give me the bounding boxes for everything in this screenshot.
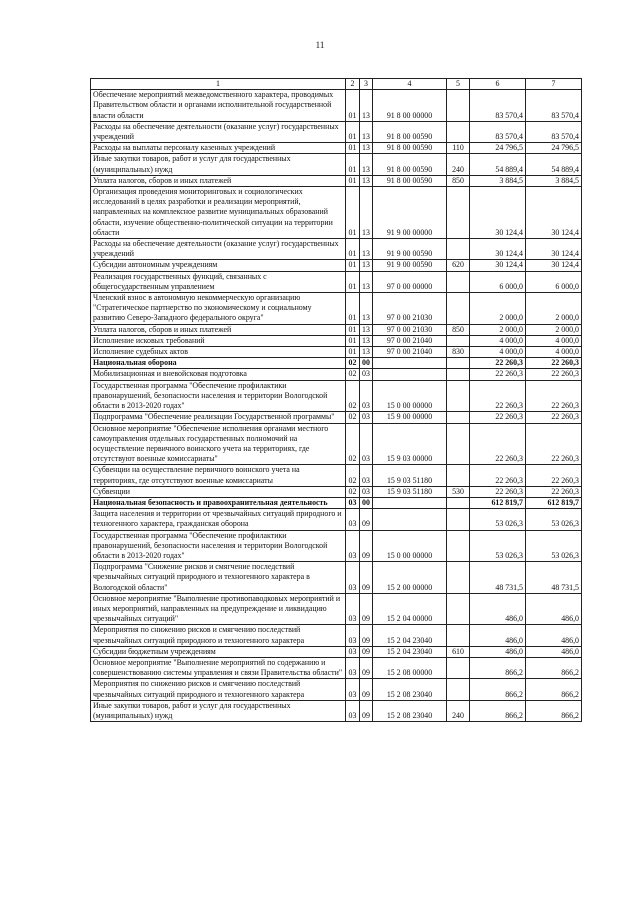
row-expense-type-cell [447,412,470,423]
row-target-cell: 15 2 04 00000 [373,593,447,625]
row-name-cell: Защита населения и территории от чрезвычайных ситуаций природного и техногенного характера, гражданская оборона [91,509,346,530]
row-amount-cell: 24 796,5 [470,143,526,154]
row-amount-cell: 30 124,4 [526,239,582,260]
row-expense-type-cell [447,530,470,562]
row-target-cell: 91 8 00 00590 [373,121,447,142]
row-name-cell: Иные закупки товаров, работ и услуг для государственных (муниципальных) нужд [91,700,346,721]
row-expense-type-cell [447,423,470,465]
row-section-cell: 01 [346,154,360,175]
row-subsection-cell: 13 [360,187,373,239]
table-row [91,412,582,423]
row-amount-cell: 486,0 [470,625,526,646]
row-name-cell: Уплата налогов, сборов и иных платежей [91,324,346,335]
table-row [91,239,582,260]
row-expense-type-cell [447,657,470,678]
row-amount-cell: 53 026,3 [470,530,526,562]
row-expense-type-cell [447,562,470,594]
row-target-cell: 97 0 00 21030 [373,293,447,325]
row-section-cell: 02 [346,423,360,465]
row-subsection-cell: 09 [360,509,373,530]
row-subsection-cell: 03 [360,412,373,423]
row-subsection-cell: 09 [360,625,373,646]
row-expense-type-cell: 850 [447,175,470,186]
row-name-cell: Государственная программа "Обеспечение профилактики правонарушений, безопасности населения и территории Вологодской области в 2013-2020 годах" [91,530,346,562]
row-amount-cell: 486,0 [526,625,582,646]
header-cell: 5 [447,79,470,90]
row-expense-type-cell [447,380,470,412]
row-section-cell: 02 [346,369,360,380]
row-amount-cell: 22 260,3 [470,465,526,486]
row-subsection-cell: 13 [360,90,373,122]
row-name-cell: Обеспечение мероприятий межведомственного характера, проводимых Правительством области и органами исполнительной государственной власти области [91,90,346,122]
row-target-cell: 15 9 00 00000 [373,412,447,423]
row-section-cell: 01 [346,347,360,358]
row-subsection-cell: 09 [360,657,373,678]
table-row [91,497,582,508]
row-amount-cell: 22 260,3 [526,380,582,412]
row-amount-cell: 53 026,3 [470,509,526,530]
row-amount-cell: 22 260,3 [526,358,582,369]
row-name-cell: Подпрограмма "Обеспечение реализации Государственной программы" [91,412,346,423]
row-amount-cell: 30 124,4 [526,260,582,271]
row-name-cell: Организация проведения мониторинговых и социологических исследований в целях разработки и реализации мероприятий, направленных на комплексное развитие муниципальных образований области, изучение общественно-политической ситуации на территории области [91,187,346,239]
row-section-cell: 01 [346,175,360,186]
row-amount-cell: 6 000,0 [470,271,526,292]
row-amount-cell: 4 000,0 [470,335,526,346]
row-expense-type-cell [447,121,470,142]
row-section-cell: 03 [346,657,360,678]
row-amount-cell: 486,0 [526,646,582,657]
row-amount-cell: 22 260,3 [526,486,582,497]
row-expense-type-cell: 240 [447,154,470,175]
row-section-cell: 02 [346,486,360,497]
row-amount-cell: 22 260,3 [526,465,582,486]
row-amount-cell: 2 000,0 [526,324,582,335]
row-amount-cell: 4 000,0 [526,335,582,346]
row-amount-cell: 4 000,0 [470,347,526,358]
row-name-cell: Основное мероприятие "Обеспечение исполнения органами местного самоуправления отдельных государственных полномочий на осуществление первичного воинского учета на территориях, где отсутствуют военные комиссариаты" [91,423,346,465]
table-row [91,187,582,239]
row-amount-cell: 83 570,4 [470,90,526,122]
row-expense-type-cell: 610 [447,646,470,657]
row-subsection-cell: 13 [360,154,373,175]
row-section-cell: 02 [346,465,360,486]
table-row [91,657,582,678]
row-amount-cell: 22 260,3 [526,412,582,423]
header-cell: 1 [91,79,346,90]
row-subsection-cell: 13 [360,293,373,325]
header-cell: 4 [373,79,447,90]
row-expense-type-cell [447,335,470,346]
table-row [91,121,582,142]
table-row [91,646,582,657]
row-name-cell: Национальная оборона [91,358,346,369]
row-subsection-cell: 00 [360,497,373,508]
row-name-cell: Подпрограмма "Снижение рисков и смягчение последствий чрезвычайных ситуаций природного и техногенного характера в Вологодской области" [91,562,346,594]
row-amount-cell: 3 884,5 [526,175,582,186]
row-target-cell: 15 2 00 00000 [373,562,447,594]
row-amount-cell: 612 819,7 [470,497,526,508]
row-amount-cell: 4 000,0 [526,347,582,358]
row-target-cell: 15 9 03 51180 [373,465,447,486]
row-target-cell: 15 2 08 23040 [373,700,447,721]
row-target-cell [373,509,447,530]
row-amount-cell: 30 124,4 [526,187,582,239]
row-target-cell: 91 9 00 00590 [373,260,447,271]
row-section-cell: 02 [346,380,360,412]
table-row [91,358,582,369]
row-section-cell: 01 [346,121,360,142]
row-amount-cell: 22 260,3 [470,412,526,423]
table-row [91,369,582,380]
row-expense-type-cell [447,271,470,292]
row-section-cell: 03 [346,646,360,657]
row-subsection-cell: 09 [360,700,373,721]
row-target-cell: 15 2 04 23040 [373,625,447,646]
row-target-cell: 15 2 08 00000 [373,657,447,678]
row-amount-cell: 30 124,4 [470,187,526,239]
row-subsection-cell: 03 [360,369,373,380]
row-subsection-cell: 13 [360,143,373,154]
row-name-cell: Расходы на выплаты персоналу казенных учреждений [91,143,346,154]
table-row [91,486,582,497]
row-amount-cell: 866,2 [470,679,526,700]
row-amount-cell: 2 000,0 [470,324,526,335]
row-name-cell: Основное мероприятие "Выполнение мероприятий по содержанию и совершенствованию системы управления и связи Правительства области" [91,657,346,678]
table-row [91,335,582,346]
table-row [91,324,582,335]
row-target-cell: 15 0 00 00000 [373,380,447,412]
row-amount-cell: 53 026,3 [526,509,582,530]
table-row [91,679,582,700]
row-name-cell: Национальная безопасность и правоохранительная деятельность [91,497,346,508]
row-name-cell: Реализация государственных функций, связанных с общегосударственным управлением [91,271,346,292]
row-amount-cell: 22 260,3 [470,486,526,497]
table-row [91,530,582,562]
row-expense-type-cell: 830 [447,347,470,358]
row-amount-cell: 2 000,0 [470,293,526,325]
row-amount-cell: 3 884,5 [470,175,526,186]
row-amount-cell: 24 796,5 [526,143,582,154]
row-section-cell: 03 [346,700,360,721]
row-subsection-cell: 13 [360,347,373,358]
row-name-cell: Исполнение судебных актов [91,347,346,358]
row-subsection-cell: 03 [360,380,373,412]
row-name-cell: Основное мероприятие "Выполнение противопаводковых мероприятий и иных мероприятий, направленных на предупреждение и ликвидацию чрезвычайных ситуаций" [91,593,346,625]
row-amount-cell: 866,2 [526,679,582,700]
row-amount-cell: 866,2 [470,657,526,678]
row-amount-cell: 53 026,3 [526,530,582,562]
table-row [91,562,582,594]
row-subsection-cell: 03 [360,423,373,465]
row-subsection-cell: 09 [360,593,373,625]
row-section-cell: 01 [346,187,360,239]
row-section-cell: 01 [346,143,360,154]
row-target-cell: 15 9 03 51180 [373,486,447,497]
table-body [91,90,582,722]
row-target-cell: 91 9 00 00590 [373,239,447,260]
row-expense-type-cell [447,90,470,122]
row-subsection-cell: 13 [360,175,373,186]
row-amount-cell: 486,0 [470,593,526,625]
table-row [91,509,582,530]
row-amount-cell: 22 260,3 [526,423,582,465]
row-target-cell [373,497,447,508]
row-section-cell: 01 [346,335,360,346]
row-name-cell: Субвенции [91,486,346,497]
row-section-cell: 03 [346,593,360,625]
row-subsection-cell: 13 [360,271,373,292]
row-subsection-cell: 09 [360,646,373,657]
header-cell: 3 [360,79,373,90]
row-subsection-cell: 13 [360,239,373,260]
row-amount-cell: 22 260,3 [526,369,582,380]
row-name-cell: Государственная программа "Обеспечение профилактики правонарушений, безопасности населения и территории Вологодской области в 2013-2020 годах" [91,380,346,412]
table-row [91,593,582,625]
row-target-cell [373,369,447,380]
row-section-cell: 01 [346,324,360,335]
row-expense-type-cell [447,358,470,369]
row-section-cell: 01 [346,293,360,325]
row-expense-type-cell [447,239,470,260]
row-expense-type-cell [447,625,470,646]
row-name-cell: Расходы на обеспечение деятельности (оказание услуг) государственных учреждений [91,121,346,142]
header-cell: 2 [346,79,360,90]
row-amount-cell: 54 889,4 [470,154,526,175]
table-row [91,423,582,465]
table-row [91,347,582,358]
row-amount-cell: 866,2 [526,700,582,721]
row-name-cell: Мобилизационная и вневойсковая подготовка [91,369,346,380]
row-section-cell: 02 [346,358,360,369]
row-subsection-cell: 00 [360,358,373,369]
row-target-cell: 91 8 00 00590 [373,175,447,186]
row-target-cell: 15 0 00 00000 [373,530,447,562]
row-name-cell: Субсидии бюджетным учреждениям [91,646,346,657]
row-name-cell: Уплата налогов, сборов и иных платежей [91,175,346,186]
row-target-cell: 97 0 00 21040 [373,335,447,346]
table-row [91,260,582,271]
table-row [91,143,582,154]
row-section-cell: 01 [346,90,360,122]
row-expense-type-cell [447,369,470,380]
row-expense-type-cell [447,497,470,508]
row-amount-cell: 22 260,3 [470,380,526,412]
row-amount-cell: 6 000,0 [526,271,582,292]
row-target-cell: 91 8 00 00000 [373,90,447,122]
row-name-cell: Мероприятия по снижению рисков и смягчению последствий чрезвычайных ситуаций природного и техногенного характера [91,679,346,700]
row-expense-type-cell: 110 [447,143,470,154]
row-subsection-cell: 13 [360,335,373,346]
header-cell: 6 [470,79,526,90]
table-row [91,175,582,186]
row-subsection-cell: 09 [360,679,373,700]
row-name-cell: Расходы на обеспечение деятельности (оказание услуг) государственных учреждений [91,239,346,260]
row-target-cell: 15 2 04 23040 [373,646,447,657]
row-expense-type-cell: 850 [447,324,470,335]
table-row [91,271,582,292]
row-amount-cell: 54 889,4 [526,154,582,175]
row-expense-type-cell: 240 [447,700,470,721]
table-row [91,154,582,175]
budget-table [90,78,582,722]
row-section-cell: 03 [346,509,360,530]
row-amount-cell: 48 731,5 [526,562,582,594]
row-amount-cell: 83 570,4 [526,121,582,142]
page-number: 11 [315,40,325,50]
row-amount-cell: 866,2 [470,700,526,721]
row-target-cell: 15 2 08 23040 [373,679,447,700]
row-section-cell: 02 [346,412,360,423]
row-target-cell: 91 8 00 00590 [373,154,447,175]
row-section-cell: 01 [346,271,360,292]
row-amount-cell: 83 570,4 [526,90,582,122]
row-amount-cell: 486,0 [526,593,582,625]
row-subsection-cell: 03 [360,465,373,486]
row-target-cell: 97 0 00 00000 [373,271,447,292]
row-amount-cell: 83 570,4 [470,121,526,142]
row-subsection-cell: 09 [360,562,373,594]
row-target-cell: 97 0 00 21040 [373,347,447,358]
header-cell: 7 [526,79,582,90]
row-amount-cell: 612 819,7 [526,497,582,508]
table-row [91,465,582,486]
table-row [91,700,582,721]
row-target-cell: 15 9 03 00000 [373,423,447,465]
table-row [91,90,582,122]
row-amount-cell: 30 124,4 [470,239,526,260]
table-row [91,293,582,325]
table-row [91,625,582,646]
row-amount-cell: 486,0 [470,646,526,657]
row-amount-cell: 2 000,0 [526,293,582,325]
row-target-cell [373,358,447,369]
row-subsection-cell: 03 [360,486,373,497]
row-target-cell: 91 8 00 00590 [373,143,447,154]
row-subsection-cell: 13 [360,324,373,335]
row-name-cell: Членский взнос в автономную некоммерческую организацию "Стратегическое партнерство по экономическому и социальному развитию Северо-Западного федерального округа" [91,293,346,325]
row-expense-type-cell: 620 [447,260,470,271]
table-header-row [91,79,582,90]
row-amount-cell: 866,2 [526,657,582,678]
row-target-cell: 91 9 00 00000 [373,187,447,239]
row-name-cell: Субвенции на осуществление первичного воинского учета на территориях, где отсутствуют военные комиссариаты [91,465,346,486]
row-name-cell: Исполнение исковых требований [91,335,346,346]
row-expense-type-cell [447,509,470,530]
row-amount-cell: 30 124,4 [470,260,526,271]
row-amount-cell: 22 260,3 [470,358,526,369]
row-subsection-cell: 13 [360,121,373,142]
row-section-cell: 03 [346,497,360,508]
row-target-cell: 97 0 00 21030 [373,324,447,335]
row-expense-type-cell [447,465,470,486]
row-expense-type-cell [447,593,470,625]
row-expense-type-cell [447,293,470,325]
row-name-cell: Мероприятия по снижению рисков и смягчению последствий чрезвычайных ситуаций природного и техногенного характера [91,625,346,646]
row-subsection-cell: 09 [360,530,373,562]
row-section-cell: 03 [346,679,360,700]
table-row [91,380,582,412]
row-section-cell: 01 [346,260,360,271]
row-expense-type-cell: 530 [447,486,470,497]
row-expense-type-cell [447,679,470,700]
row-name-cell: Иные закупки товаров, работ и услуг для государственных (муниципальных) нужд [91,154,346,175]
row-amount-cell: 22 260,3 [470,423,526,465]
row-amount-cell: 22 260,3 [470,369,526,380]
row-section-cell: 03 [346,530,360,562]
row-name-cell: Субсидии автономным учреждениям [91,260,346,271]
row-section-cell: 01 [346,239,360,260]
row-amount-cell: 48 731,5 [470,562,526,594]
row-section-cell: 03 [346,562,360,594]
row-expense-type-cell [447,187,470,239]
row-section-cell: 03 [346,625,360,646]
row-subsection-cell: 13 [360,260,373,271]
